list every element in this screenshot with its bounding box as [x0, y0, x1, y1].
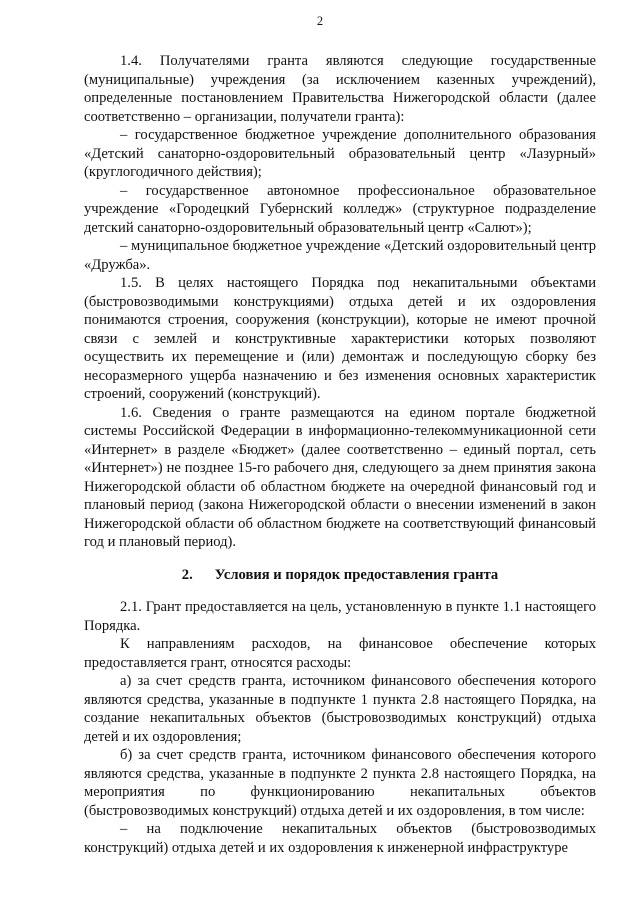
- paragraph-1-4: 1.4. Получателями гранта являются следующие государственные (муниципальные) учреждения (за исключением казенных учреждений), определенные постановлением Правительства Нижегородской области (далее соответственно – организации, получатели гранта):: [84, 53, 596, 125]
- paragraph-expense-directions: К направлениям расходов, на финансовое обеспечение которых предоставляется грант, относятся расходы:: [84, 636, 596, 671]
- expense-item-a: а) за счет средств гранта, источником финансового обеспечения которого являются средства, указанные в подпункте 1 пункта 2.8 настоящего Порядка, на создание некапитальных объектов (быстровозводимых конструкций) отдыха детей и их оздоровления;: [84, 673, 596, 745]
- paragraph-1-5: 1.5. В целях настоящего Порядка под некапитальными объектами (быстровозводимыми конструкциями) отдыха детей и их оздоровления понимаются строения, сооружения (конструкции), которые не имеют прочной связи с землей и конструктивные характеристики которых позволяют осуществить их перемещение и (или) демонтаж и последующую сборку без несоразмерного ущерба назначению и без изменения основных характеристик строений, сооружений (конструкций).: [84, 275, 596, 402]
- page-number: 2: [316, 14, 324, 28]
- recipient-item-gorodets: – государственное автономное профессиональное образовательное учреждение «Городецкий Губернский колледж» (структурное подразделение детский санаторно-оздоровительный образовательный центр «Салют»);: [84, 182, 596, 236]
- recipient-item-lazurny: – государственное бюджетное учреждение дополнительного образования «Детский санаторно-оздоровительный образовательный центр «Лазурный» (круглогодичного действия);: [84, 127, 596, 180]
- section-title: Условия и порядок предоставления гранта: [214, 566, 499, 583]
- document-body: [84, 52, 596, 857]
- section-heading: [84, 566, 596, 585]
- expense-subitem-connection: – на подключение некапитальных объектов (быстровозводимых конструкций) отдыха детей и их оздоровления к инженерной инфраструктуре: [84, 821, 596, 856]
- section-number: 2.: [181, 566, 193, 583]
- expense-item-b: б) за счет средств гранта, источником финансового обеспечения которого являются средства, указанные в подпункте 2 пункта 2.8 настоящего Порядка, на мероприятия по функционированию некапитальных объектов (быстровозводимых конструкций) отдыха детей и их оздоровления, в том числе:: [84, 747, 596, 819]
- recipient-item-druzhba: – муниципальное бюджетное учреждение «Детский оздоровительный центр «Дружба».: [84, 238, 596, 273]
- paragraph-1-6: 1.6. Сведения о гранте размещаются на едином портале бюджетной системы Российской Федерации в информационно-телекоммуникационной сети «Интернет» в разделе «Бюджет» (далее соответственно – единый портал, сеть «Интернет») не позднее 15-го рабочего дня, следующего за днем принятия закона Нижегородской области об областном бюджете на очередной финансовый год и плановый период (закона Нижегородской области о внесении изменений в закон Нижегородской области об областном бюджете на соответствующий финансовый год и плановый период).: [84, 404, 596, 550]
- paragraph-2-1: 2.1. Грант предоставляется на цель, установленную в пункте 1.1 настоящего Порядка.: [84, 599, 596, 634]
